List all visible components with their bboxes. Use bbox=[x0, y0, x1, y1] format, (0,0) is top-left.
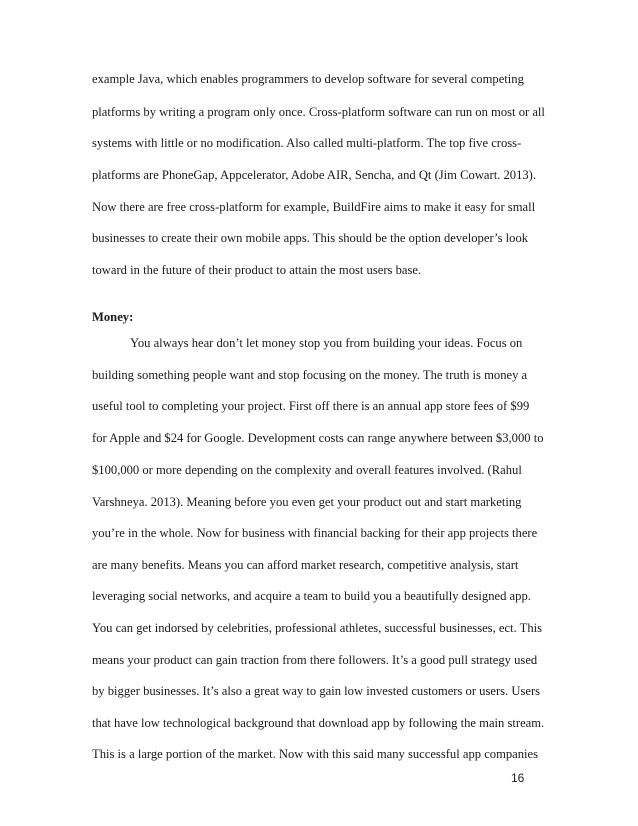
text-line: building something people want and stop focusing on the money. The truth is money a bbox=[92, 368, 528, 382]
page-number: 16 bbox=[511, 771, 525, 785]
text-line: toward in the future of their product to attain the most users base. bbox=[92, 263, 422, 277]
section-heading: Money: bbox=[92, 310, 134, 324]
text-line: for Apple and $24 for Google. Development costs can range anywhere between $3,000 to bbox=[92, 431, 544, 445]
text-line: that have low technological background that download app by following the main stream. bbox=[92, 716, 545, 730]
text-line: You can get indorsed by celebrities, professional athletes, successful businesses, ect. This bbox=[92, 621, 543, 635]
text-line: $100,000 or more depending on the complexity and overall features involved. (Rahul bbox=[92, 463, 522, 477]
text-line: leveraging social networks, and acquire a team to build you a beautifully designed app. bbox=[92, 589, 531, 603]
text-line: platforms are PhoneGap, Appcelerator, Adobe AIR, Sencha, and Qt (Jim Cowart. 2013). bbox=[92, 168, 537, 182]
text-line: useful tool to completing your project. First off there is an annual app store fees of $99 bbox=[92, 399, 530, 413]
text-line: Varshneya. 2013). Meaning before you even get your product out and start marketing bbox=[92, 495, 522, 509]
text-line: platforms by writing a program only once. Cross-platform software can run on most or all bbox=[92, 105, 545, 119]
text-line: systems with little or no modification. Also called multi-platform. The top five cross- bbox=[92, 136, 522, 150]
text-line: means your product can gain traction from there followers. It’s a good pull strategy used bbox=[92, 653, 538, 667]
text-line: businesses to create their own mobile apps. This should be the option developer’s look bbox=[92, 231, 529, 245]
text-line: you’re in the whole. Now for business with financial backing for their app projects there bbox=[92, 526, 538, 540]
text-line: by bigger businesses. It’s also a great way to gain low invested customers or users. Users bbox=[92, 684, 541, 698]
text-line: are many benefits. Means you can afford market research, competitive analysis, start bbox=[92, 558, 519, 572]
text-line: This is a large portion of the market. Now with this said many successful app companies bbox=[92, 747, 539, 761]
text-line: example Java, which enables programmers to develop software for several competing bbox=[92, 72, 524, 86]
text-line: You always hear don’t let money stop you from building your ideas. Focus on bbox=[130, 336, 523, 350]
text-line: Now there are free cross-platform for example, BuildFire aims to make it easy for small bbox=[92, 200, 536, 214]
